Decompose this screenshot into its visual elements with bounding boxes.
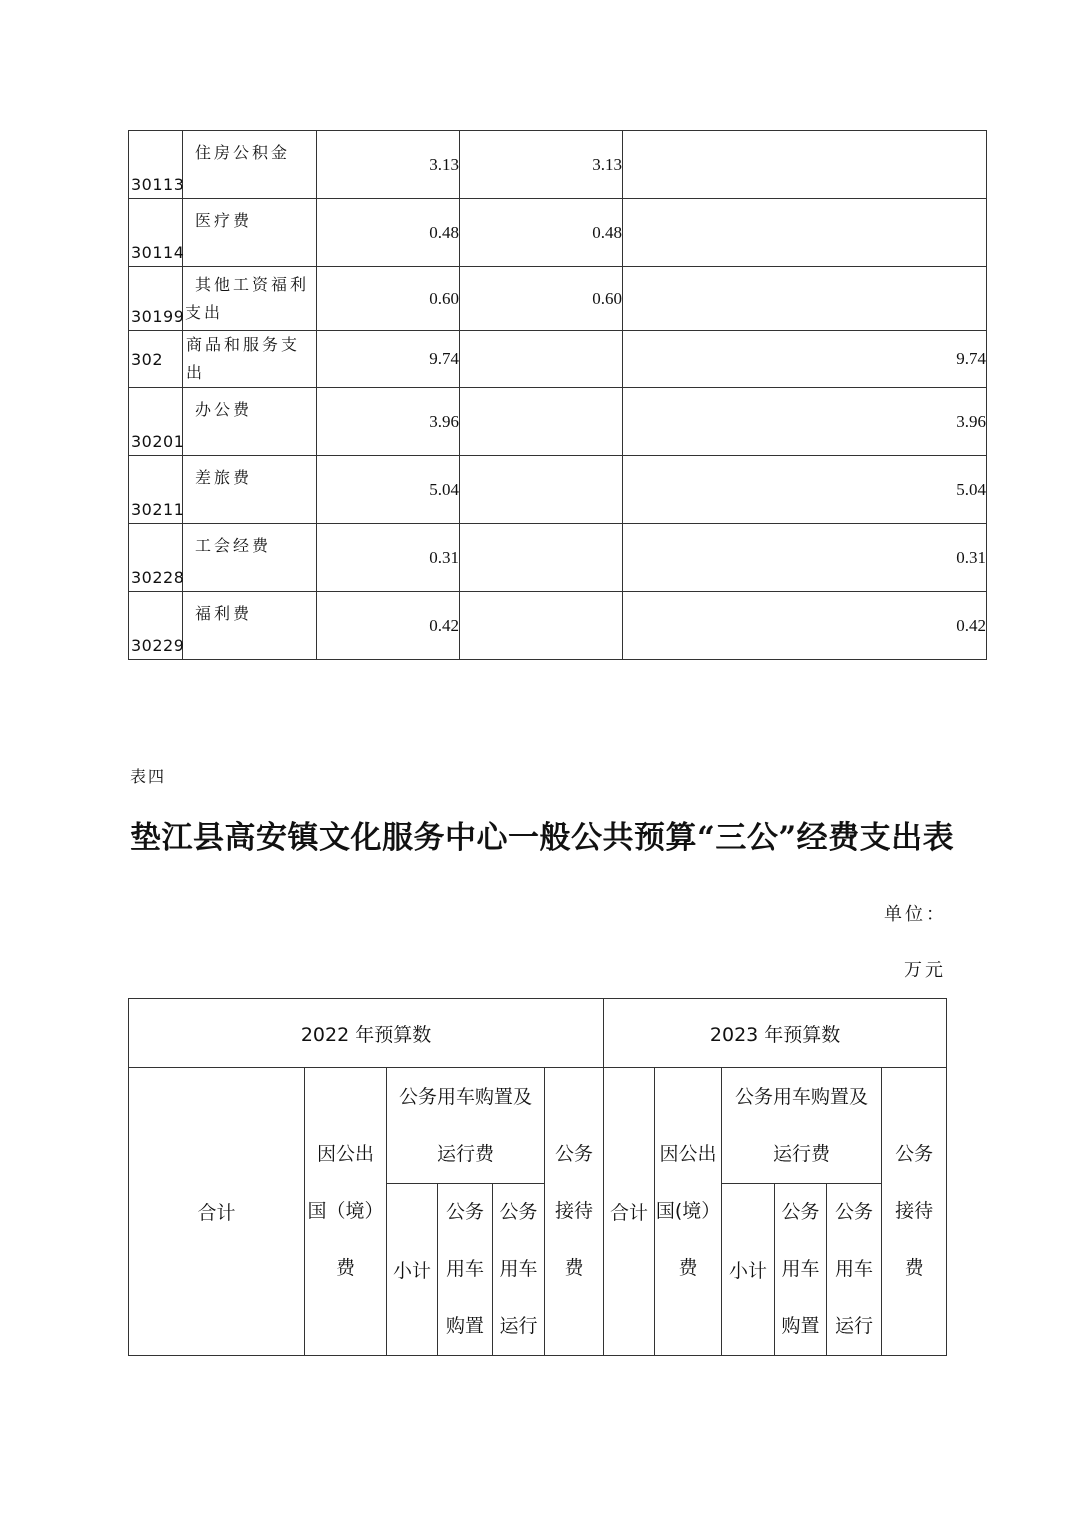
header-2022-car-run: [493, 1184, 545, 1356]
header-text: 公务: [781, 1201, 820, 1223]
row-total: 9.74: [317, 331, 460, 388]
row-name: 商品和服务支出: [183, 331, 317, 388]
header-2023-car-run: [827, 1184, 882, 1356]
header-text: 购置: [781, 1315, 820, 1337]
header-text: 公务: [499, 1201, 538, 1223]
header-2023-subtotal: 小计: [722, 1184, 775, 1356]
header-text: 费: [904, 1257, 924, 1279]
header-2022-total: 合计: [129, 1068, 305, 1356]
row-total: 3.96: [317, 388, 460, 456]
table-row: [129, 199, 987, 267]
row-code: 30228: [129, 524, 183, 592]
header-text: 运行费: [436, 1142, 494, 1165]
row-name: [183, 267, 317, 331]
row-project: [623, 267, 987, 331]
row-code: 30201: [129, 388, 183, 456]
header-2023-abroad: [655, 1068, 722, 1356]
row-code: 30229: [129, 592, 183, 660]
header-2022-car-group: [387, 1068, 545, 1184]
row-basic: [460, 388, 623, 456]
row-project: [623, 131, 987, 199]
header-row-years: [129, 999, 947, 1068]
row-name: 办公费: [183, 388, 317, 456]
header-2022-reception: [545, 1068, 604, 1356]
row-basic: 0.48: [460, 199, 623, 267]
header-2022-abroad: [305, 1068, 387, 1356]
row-basic: 3.13: [460, 131, 623, 199]
row-code: 30199: [129, 267, 183, 331]
header-text: 公务: [445, 1201, 484, 1223]
table-number-label: 表四: [130, 767, 167, 786]
header-text: 用车: [781, 1258, 820, 1280]
header-text: 用车: [445, 1258, 484, 1280]
header-text: 费: [335, 1257, 355, 1279]
header-text: 购置: [445, 1315, 484, 1337]
row-total: 0.60: [317, 267, 460, 331]
header-2023-total: 合计: [604, 1068, 655, 1356]
expenditure-detail-table: [128, 130, 987, 660]
table-row: [129, 388, 987, 456]
row-basic: [460, 331, 623, 388]
header-text: 费: [564, 1257, 584, 1279]
header-row-categories: [129, 1068, 947, 1184]
row-project: 9.74: [623, 331, 987, 388]
header-text: 用车: [835, 1258, 874, 1280]
header-text: 接待: [555, 1200, 594, 1222]
row-name: 工会经费: [183, 524, 317, 592]
header-text: 运行费: [773, 1142, 831, 1165]
table-row: [129, 331, 987, 388]
row-total: 0.31: [317, 524, 460, 592]
row-name: 医疗费: [183, 199, 317, 267]
header-text: 公务: [835, 1201, 874, 1223]
header-text: 费: [678, 1257, 698, 1279]
row-project: 0.31: [623, 524, 987, 592]
header-2023-car-purchase: [775, 1184, 827, 1356]
header-2023-reception: [882, 1068, 947, 1356]
header-2022-car-purchase: [438, 1184, 493, 1356]
table-row: [129, 267, 987, 331]
row-basic: [460, 456, 623, 524]
row-project: 5.04: [623, 456, 987, 524]
table-row: [129, 456, 987, 524]
row-basic: 0.60: [460, 267, 623, 331]
table-row: [129, 524, 987, 592]
header-text: 因公出: [659, 1143, 717, 1165]
header-text: 公务: [555, 1143, 594, 1165]
header-text: 国（境）: [307, 1200, 384, 1222]
row-code: 30211: [129, 456, 183, 524]
row-total: 5.04: [317, 456, 460, 524]
row-basic: [460, 524, 623, 592]
header-text: 公务用车购置及: [735, 1085, 869, 1108]
table-row: [129, 131, 987, 199]
header-text: 运行: [835, 1315, 874, 1337]
row-name-line2: 支出: [185, 303, 224, 322]
row-basic: [460, 592, 623, 660]
row-name: 住房公积金: [183, 131, 317, 199]
row-code: 30113: [129, 131, 183, 199]
unit-label: 单位：: [884, 904, 947, 925]
header-2022-subtotal: 小计: [387, 1184, 438, 1356]
page-title: 垫江县高安镇文化服务中心一般公共预算“三公”经费支出表: [130, 820, 955, 856]
header-2023-car-group: [722, 1068, 882, 1184]
three-public-expenditure-table: [128, 998, 947, 1356]
row-project: 3.96: [623, 388, 987, 456]
header-text: 公务用车购置及: [398, 1085, 532, 1108]
header-text: 用车: [499, 1258, 538, 1280]
row-project: [623, 199, 987, 267]
header-2022-budget: 2022 年预算数: [129, 999, 604, 1068]
header-text: 国(境）: [655, 1200, 721, 1222]
row-code: 30114: [129, 199, 183, 267]
table-row: [129, 592, 987, 660]
row-total: 0.42: [317, 592, 460, 660]
unit-value: 万元: [904, 960, 946, 981]
row-project: 0.42: [623, 592, 987, 660]
header-text: 接待: [895, 1200, 934, 1222]
header-2023-budget: 2023 年预算数: [604, 999, 947, 1068]
row-name: 差旅费: [183, 456, 317, 524]
row-code: 302: [129, 331, 183, 388]
row-name: 福利费: [183, 592, 317, 660]
row-name-line1: 其他工资福利: [195, 275, 310, 294]
header-text: 公务: [895, 1143, 934, 1165]
row-total: 0.48: [317, 199, 460, 267]
header-text: 因公出: [316, 1143, 374, 1165]
row-total: 3.13: [317, 131, 460, 199]
header-text: 运行: [499, 1315, 538, 1337]
